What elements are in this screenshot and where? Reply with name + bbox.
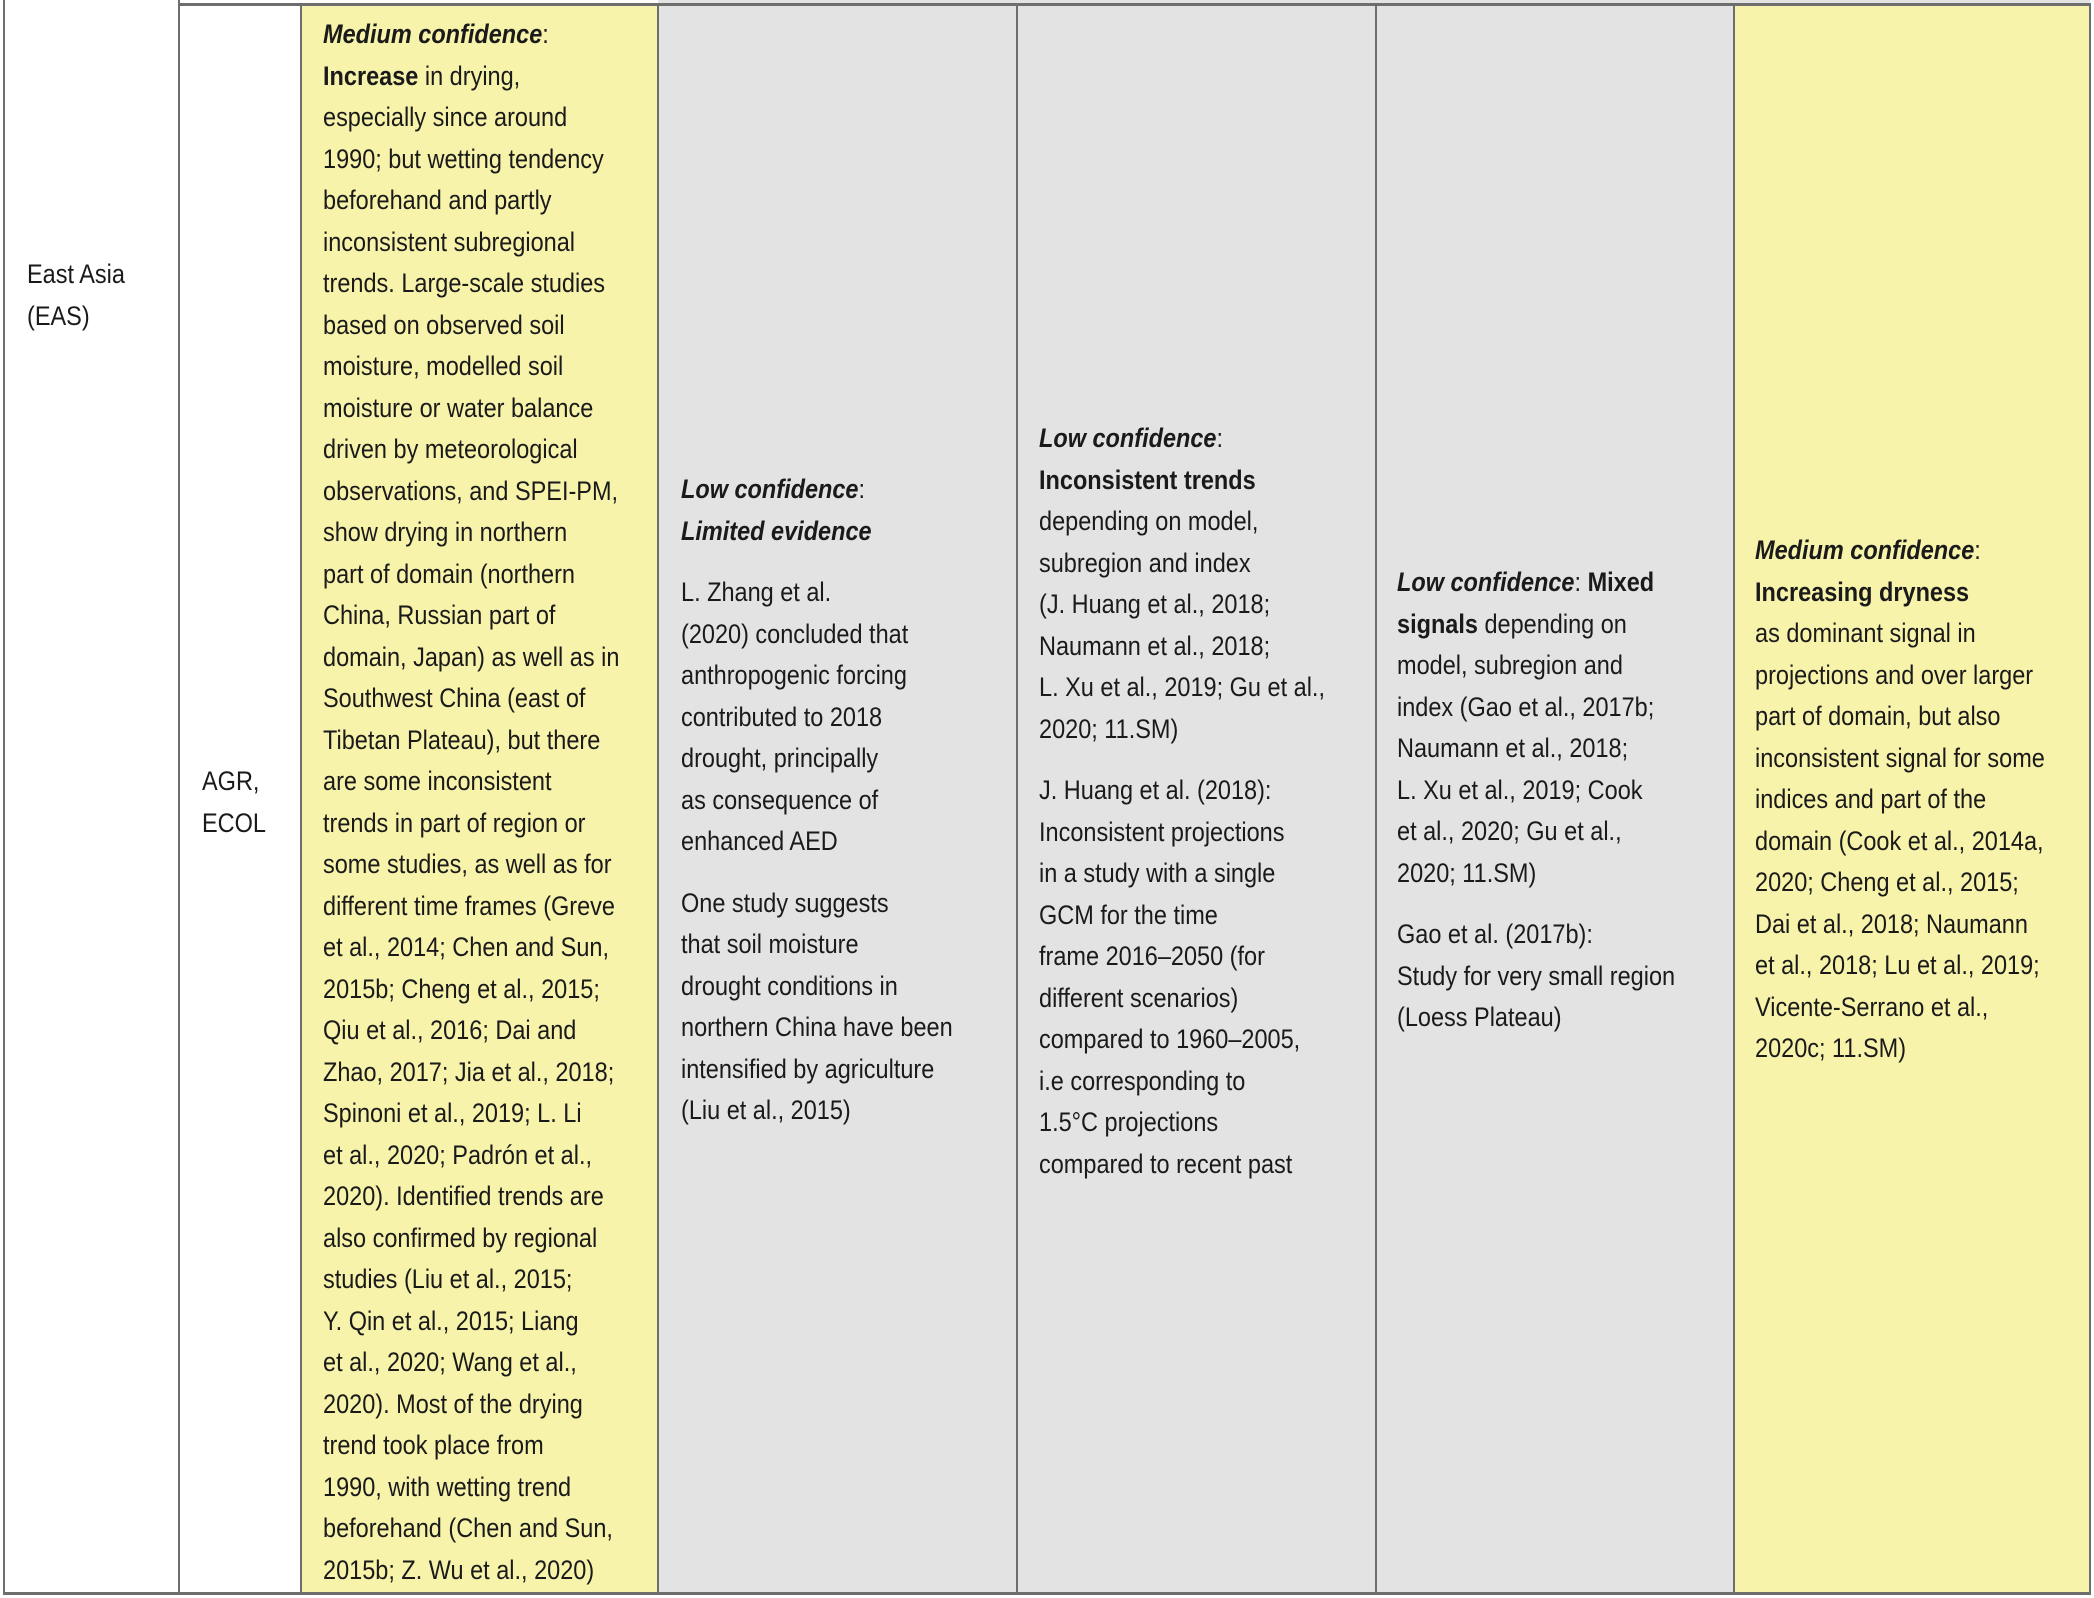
text-line: beforehand and partly [323,185,552,215]
text-line: et al., 2020; Wang et al., [323,1347,577,1377]
text-line: studies (Liu et al., 2015; [323,1264,573,1294]
text-line: (Loess Plateau) [1397,1002,1562,1032]
text-line: drought, principally [681,743,879,773]
text-line: Naumann et al., 2018; [1039,630,1271,661]
bottom-border [3,1592,2091,1595]
observed-trends-text [323,14,619,1591]
text-line: also confirmed by regional [323,1222,598,1253]
projection-2-text [1397,562,1675,1039]
text-line: 1.5°C projections [1039,1107,1219,1137]
text-line: compared to recent past [1039,1148,1293,1179]
type-line: ECOL [202,807,266,838]
text-line: Zhao, 2017; Jia et al., 2018; [323,1056,615,1087]
text-line: (2020) concluded that [681,618,909,649]
confidence-level: Low confidence [681,474,859,504]
text-line: different time frames (Greve [323,890,615,921]
right-border [2089,3,2091,1595]
confidence-level: Low confidence [1039,423,1217,453]
text-line: that soil moisture [681,929,859,959]
colon: : [1574,567,1588,597]
text-line: different scenarios) [1039,982,1239,1013]
text-line: as consequence of [681,784,879,815]
text-line: One study suggests [681,887,889,918]
text-line: northern China have been [681,1012,953,1042]
text-line: GCM for the time [1039,899,1218,930]
text-line: anthropogenic forcing [681,660,907,690]
text-line: subregion and index [1039,547,1251,578]
text-line: i.e corresponding to [1039,1065,1246,1096]
text-line: compared to 1960–2005, [1039,1024,1301,1054]
confidence-line [323,14,619,56]
text-line: 2020). Most of the drying [323,1388,583,1419]
text-line: part of domain, but also [1755,701,2001,731]
text-line: J. Huang et al. (2018): [1039,775,1272,805]
projection-2-paragraph-1 [1397,645,1675,894]
text-line: Tibetan Plateau), but there [323,724,601,755]
projection-1-5-paragraph-1 [1039,501,1325,750]
text-line: are some inconsistent [323,766,552,796]
region-label [27,254,125,337]
confidence-level: Medium confidence [323,19,543,49]
summary-line: Increasing dryness [1755,576,1970,607]
text-line: intensified by agriculture [681,1053,935,1084]
text-line: in a study with a single [1039,858,1276,888]
summary-keyword: signals [1397,608,1478,639]
confidence-line [681,469,953,511]
summary-keyword: Increase [323,60,419,91]
divider-4 [1016,3,1018,1595]
text-line: L. Zhang et al. [681,577,832,607]
colon: : [542,19,549,49]
text-line: (Liu et al., 2015) [681,1095,851,1125]
summary-rest: depending on [1477,608,1627,639]
text-line: trends. Large-scale studies [323,268,606,298]
text-line: trends in part of region or [323,807,586,838]
text-line: 2020; 11.SM) [1397,857,1537,888]
text-line: show drying in northern [323,517,568,547]
text-line: domain (Cook et al., 2014a, [1755,825,2044,856]
text-line: 2015b; Z. Wu et al., 2020) [323,1554,595,1585]
text-line: Study for very small region [1397,960,1676,991]
confidence-level: Medium confidence [1755,535,1975,565]
text-line: part of domain (northern [323,558,576,589]
colon: : [1216,423,1224,453]
text-line: Inconsistent projections [1039,816,1285,847]
text-line: inconsistent subregional [323,226,576,257]
projection-4-text [1755,530,2045,1070]
summary-rest: in drying, [418,60,521,91]
text-line: Y. Qin et al., 2015; Liang [323,1305,579,1336]
text-line: et al., 2020; Padrón et al., [323,1139,593,1170]
summary-line [1397,604,1675,646]
attribution-paragraph-2 [681,883,953,1132]
confidence-line [1397,562,1675,604]
left-border [3,0,5,1595]
region-name: East Asia [27,259,125,289]
text-line: moisture, modelled soil [323,351,564,381]
projection-1-5-text [1039,418,1325,1185]
text-line: enhanced AED [681,826,838,856]
text-line: index (Gao et al., 2017b; [1397,691,1655,722]
divider-6 [1733,3,1735,1595]
text-line: 2020; Cheng et al., 2015; [1755,867,2019,897]
text-line: beforehand (Chen and Sun, [323,1513,613,1543]
text-line: domain, Japan) as well as in [323,641,620,672]
text-line: L. Xu et al., 2019; Cook [1397,774,1643,805]
type-line: AGR, [202,766,260,796]
text-line: Vicente-Serrano et al., [1755,991,1989,1022]
text-line: model, subregion and [1397,650,1623,680]
text-line: projections and over larger [1755,659,2034,690]
text-line: et al., 2014; Chen and Sun, [323,932,610,962]
divider-5 [1375,3,1377,1595]
top-border [179,3,2091,6]
text-line: et al., 2018; Lu et al., 2019; [1755,950,2040,980]
text-line: Southwest China (east of [323,683,586,713]
text-line: 2020; 11.SM) [1039,713,1179,744]
confidence-line [1039,418,1325,460]
text-line: (J. Huang et al., 2018; [1039,589,1271,619]
divider-2 [300,3,302,1595]
colon: : [858,474,866,504]
text-line: based on observed soil [323,309,565,340]
text-line: depending on model, [1039,506,1259,536]
summary-line [323,56,619,98]
confidence-line [1755,530,2045,572]
text-line: indices and part of the [1755,784,1987,814]
region-code: (EAS) [27,300,90,331]
confidence-level: Low confidence [1397,567,1575,597]
text-line: trend took place from [323,1430,544,1460]
text-line: as dominant signal in [1755,618,1976,648]
text-line: 2020). Identified trends are [323,1181,604,1211]
text-line: 1990, with wetting trend [323,1471,572,1502]
text-line: drought conditions in [681,970,898,1001]
text-line: 2020c; 11.SM) [1755,1033,1907,1063]
text-line: contributed to 2018 [681,701,883,732]
text-line: inconsistent signal for some [1755,742,2045,773]
text-line: Qiu et al., 2016; Dai and [323,1015,577,1045]
attribution-paragraph-1 [681,572,953,863]
text-line: driven by meteorological [323,434,578,464]
summary-line: Limited evidence [681,515,872,546]
text-line: et al., 2020; Gu et al., [1397,816,1622,846]
observed-body [323,97,619,1591]
text-line: especially since around [323,102,568,132]
text-line: Dai et al., 2018; Naumann [1755,908,2028,939]
region-cell [3,0,179,1594]
text-line: Spinoni et al., 2019; L. Li [323,1098,582,1128]
text-line: China, Russian part of [323,600,556,630]
text-line: Gao et al. (2017b): [1397,919,1593,949]
projection-1-5-paragraph-2 [1039,770,1325,1185]
text-line: moisture or water balance [323,392,594,423]
text-line: 2015b; Cheng et al., 2015; [323,973,600,1004]
text-line: 1990; but wetting tendency [323,143,604,174]
divider-1 [178,0,180,1595]
drought-type [202,761,266,844]
divider-3 [657,3,659,1595]
text-line: L. Xu et al., 2019; Gu et al., [1039,672,1325,702]
colon: : [1974,535,1981,565]
projection-2-paragraph-2 [1397,914,1675,1039]
text-line: observations, and SPEI-PM, [323,475,619,506]
text-line: Naumann et al., 2018; [1397,733,1629,763]
summary-line: Inconsistent trends [1039,464,1256,495]
text-line: some studies, as well as for [323,849,612,879]
summary-keyword: Mixed [1587,567,1655,597]
attribution-text [681,469,953,1132]
projection-4-body [1755,613,2045,1070]
text-line: frame 2016–2050 (for [1039,941,1265,971]
